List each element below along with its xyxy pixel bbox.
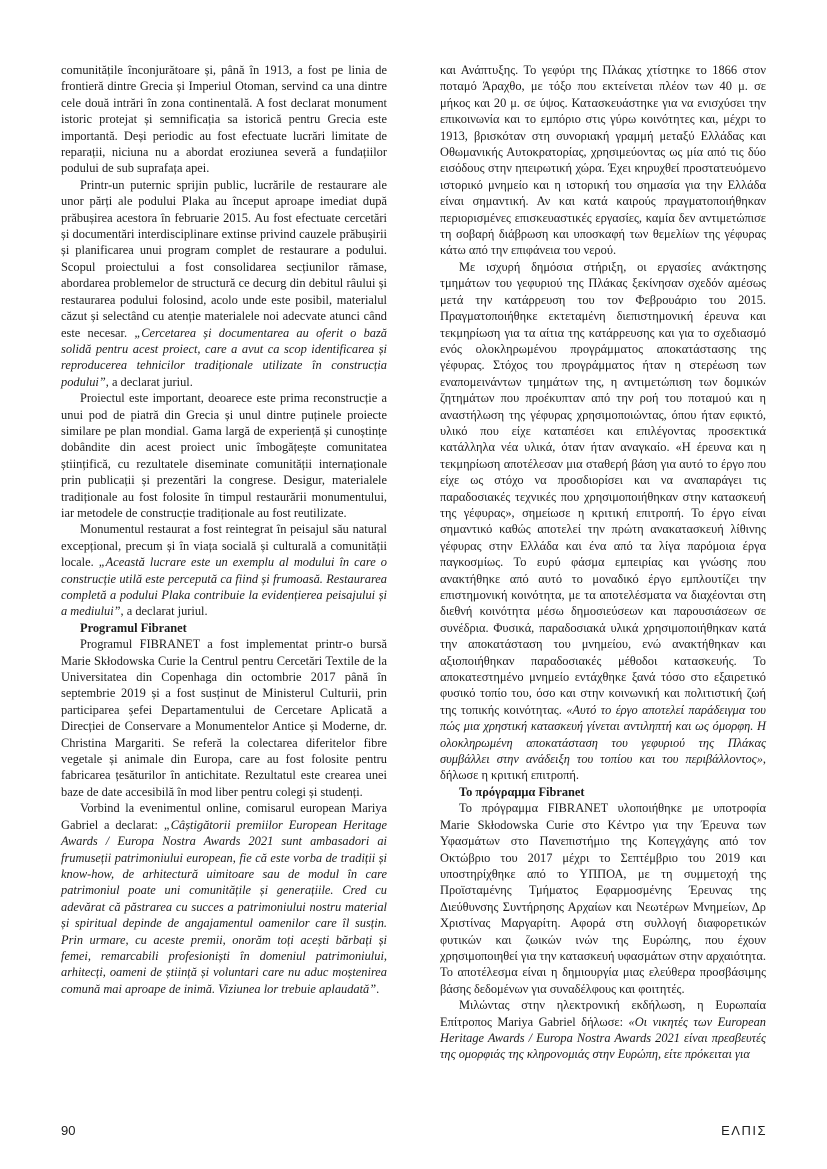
paragraph: Programul FIBRANET a fost implementat printr-o bursă Marie Skłodowska Curie la Centrul pentru Cercetări Textile de la Universitatea din Copenhaga din octombrie 2017 până în septembrie 2019 și a fost susținut de Ministerul Culturii, prin participarea șefei Departamentului de Cercetare Aplicată a Direcției de Conservare a Monumentelor Antice și Moderne, dr. Christina Margariti. Se referă la colectarea diferitelor fibre vegetale și animale din Europa, care au fost folosite pentru fabricarea țesăturilor în antichitate. Rezultatul este crearea unei baze de date accesibilă în mod liber pentru colegi și studenți.: [61, 637, 387, 799]
paragraph-text: Printr-un puternic sprijin public, lucrările de restaurare ale unor părți ale podului Plaka au început aproape imediat după prăbușirea acestora în februarie 2015. Au fost efectuate cercetări și documentări interdisciplinare extinse privind cauzele prăbușirii și planificarea unui program complet de restaurare a podului. Scopul proiectului a fost consolidarea secțiunilor rămase, abordarea problemelor de structură ce decurg din debitul râului și restaurarea podului folosind, acolo unde este posibil, materialul căzut și selectând cu atenție materialele noi adecvate atunci când este necesar.: [61, 177, 387, 340]
paragraph: [61, 800, 387, 997]
section-heading: Programul Fibranet: [80, 620, 187, 635]
right-column-greek: [440, 62, 766, 1063]
section-heading: Το πρόγραμμα Fibranet: [459, 784, 585, 799]
paragraph: [61, 521, 387, 619]
left-column-romanian: [61, 62, 387, 997]
jury-quote: «Αυτό το έργο αποτελεί παράδειγμα του πώς μια χρηστική κατασκευή γίνεται αντιληπτή και ως όμορφη. Η ολοκληρωμένη αποκατάσταση του γεφυριού της Πλάκας συμβάλλει στην ανάδειξη του τοπίου και του περιβάλλοντος»: [440, 702, 766, 767]
page-number: 90: [61, 1123, 76, 1138]
paragraph: [440, 259, 766, 784]
paragraph: [440, 997, 766, 1063]
paragraph-text: Με ισχυρή δημόσια στήριξη, οι εργασίες ανάκτησης τμημάτων του γεφυριού της Πλάκας ξεκίνησαν σχεδόν αμέσως μετά την κατάρρευση του τον Φεβρουάριο του 2015. Πραγματοποιήθηκε εκτεταμένη διεπιστημονική έρευνα και τεκμηρίωση για τα αίτια της κατάρρευσης και για το σχεδιασμό ενός ολοκληρωμένου προγράμματος αποκατάστασης της γέφυρας. Στόχος του προγράμματος ήταν η στερέωση των εναπομεινάντων τμημάτων της, η αντιμετώπιση των δομικών ζητημάτων που προέκυπταν από την ροή του ποταμού και η αναστήλωση της γέφυρας χρησιμοποιώντας, όπου ήταν εφικτό, υλικό που είχε καταπέσει και επιλέγοντας προσεκτικά κατάλληλα νέα υλικά, όταν ήταν αναγκαίο. «Η έρευνα και η τεκμηρίωση αποτέλεσαν μια σταθερή βάση για αυτό το έργο που είχε ως στόχο να προσδιορίσει και να αναπαράγει τις παραδοσιακές τεχνικές που χρησιμοποιήθηκαν στην κατασκευή της γέφυρας», σημείωσε η κριτική επιτροπή. Το έργο είναι σημαντικό καθώς αποτελεί την πρώτη ανακατασκευή λίθινης γέφυρας στην Ελλάδα και ένα από τα λίγα παρόμοια έργα παγκοσμίως. Το ευρύ φάσμα εμπειρίας και γνώσης που ανακτήθηκε από αυτό το μοναδικό έργο εμπλουτίζει την επιστημονική κοινότητα, με τα αποτελέσματα να διαχέονται στη διεθνή κοινότητα μέσω δημοσιεύσεων και παρουσιάσεων σε συνέδρια. Φυσικά, παραδοσιακά υλικά χρησιμοποιήθηκαν κατά την αποκατάσταση του μνημείου, ενώ ανακτήθηκαν και αξιοποιήθηκαν παραδοσιακές μέθοδοι κατασκευής. Το αποκατεστημένο μνημείο εντάχθηκε ξανά τόσο στο εξαιρετικό φυσικό τοπίο του, όσο και στην κοινωνική και πολιτιστική ζωή της τοπικής κοινότητας.: [440, 259, 766, 717]
jury-quote: „Cercetarea și documentarea au oferit o bază solidă pentru acest proiect, care a avut ca scop identificarea și reproducerea tehnicilor tradiționale utilizate în construcția podului”: [61, 325, 388, 389]
jury-quote: „Această lucrare este un exemplu al modului în care o construcție utilă este percepută ca fiind și frumoasă. Restaurarea completă a podului Plaka contribuie la evidențierea peisajului și a mediului”: [61, 555, 387, 619]
paragraph-text: , a declarat juriul.: [105, 374, 193, 389]
paragraph: [61, 177, 387, 390]
running-title: ΕΛΠΙΣ: [721, 1123, 767, 1138]
paragraph-text: , a declarat juriul.: [120, 604, 208, 619]
paragraph-text: Vorbind la evenimentul online, comisarul european Mariya Gabriel a declarat:: [61, 801, 387, 832]
commissioner-quote: „Câștigătorii premiilor European Heritage Awards / Europa Nostra Awards 2021 sunt ambasadori ai frumuseții patrimoniului european, fie că este vorba de tradiții și know-how, de arhitectură uimitoare sau de modul în care patrimoniul poate uni comunitățile și generațiile. Cred cu adevărat că păstrarea cu succes a patrimoniului nostru material și spiritual depinde de angajamentul oamenilor care îl susțin. Prin urmare, cu aceste premii, onorăm toți acești bărbați și femei, remarcabili profesioniști în domeniul patrimoniului, arhitecți, oameni de știință și voluntari care nu aduc moștenirea comună mai aproape de inimă. Viziunea lor trebuie aplaudată”: [61, 817, 388, 996]
paragraph-text: .: [376, 981, 380, 996]
paragraph-text: Monumentul restaurat a fost reintegrat în peisajul său natural excepțional, precum și în viața socială și culturală a comunității locale.: [61, 522, 387, 570]
paragraph: Το πρόγραμμα FIBRANET υλοποιήθηκε με υποτροφία Marie Skłodowska Curie στο Κέντρο για την Έρευνα των Υφασμάτων στο Πανεπιστήμιο της Κοπεγχάγης από τον Οκτώβριο του 2017 μέχρι το Σεπτέμβριο του 2019 και υποστηρίχθηκε από το ΥΠΠΟΑ, με τη συμμετοχή της Προϊσταμένης Τμήματος Εφαρμοσμένης Έρευνας της Διεύθυνσης Συντήρησης Αρχαίων και Νεωτέρων Μνημείων, Δρ Χριστίνας Μαργαρίτη. Αφορά στη συλλογή διαφορετικών φυτικών και ζωικών ινών της Ευρώπης, που έχουν χρησιμοποιηθεί για την κατασκευή υφασμάτων στην αρχαιότητα. Το αποτέλεσμα είναι η δημιουργία μιας ελεύθερα προσβάσιμης βάσης δεδομένων για συναδέλφους και φοιτητές.: [440, 801, 766, 996]
paragraph: και Ανάπτυξης. Το γεφύρι της Πλάκας χτίστηκε το 1866 στον ποταμό Άραχθο, με τόξο που εκτείνεται πλέον των 40 μ. σε μήκος και 20 μ. σε ύψος. Κατασκευάστηκε για να ενισχύσει την επικοινωνία και το εμπόριο στις γύρω κοινότητες και, μέχρι το 1913, βρισκόταν στη συνοριακή γραμμή μεταξύ Ελλάδας και Οθωμανικής Αυτοκρατορίας, χρησιμεύοντας ως μία από τις δύο εισόδους στην ηπειρωτική χώρα. Έχει κηρυχθεί προστατευόμενο ιστορικό μνημείο και η ιστορική του σημασία για την Ελλάδα είναι σημαντική. Αν και κατά καιρούς πραγματοποιήθηκαν περιορισμένες επισκευαστικές εργασίες, καμία δεν αντιμετώπισε τη σοβαρή διάβρωση και υποσκαφή των θεμελίων της γέφυρας κάτω από την επιφάνεια του νερού.: [440, 63, 766, 258]
paragraph: Proiectul este important, deoarece este prima reconstrucție a unui pod de piatră din Grecia și unul dintre puținele proiecte similare pe plan mondial. Gama largă de experiență și cunoștințe dobândite din acest proiect unic îmbogățește comunitatea științifică, cu rezultatele diseminate comunității internaționale prin publicații și prezentări la congrese. Desigur, materialele tradiționale au fost folosite în timpul restaurării monumentului, iar metodele de construcție tradiționale au fost reutilizate.: [61, 391, 387, 520]
paragraph-text: Μιλώντας στην ηλεκτρονική εκδήλωση, η Ευρωπαία Επίτροπος Mariya Gabriel δήλωσε:: [440, 998, 766, 1029]
paragraph-text: , δήλωσε η κριτική επιτροπή.: [440, 752, 766, 783]
paragraph: comunitățile înconjurătoare și, până în 1913, a fost pe linia de frontieră dintre Grecia și Imperiul Otoman, servind ca una dintre cele două intrări în zona continentală. A fost declarat monument istoric protejat și semnificația sa istorică pentru Grecia este importantă. Deși periodic au fost efectuate lucrări limitate de reparații, niciuna nu a abordat eroziunea severă a fundațiilor podului de sub suprafața apei.: [61, 63, 387, 176]
commissioner-quote: «Οι νικητές των European Heritage Awards / Europa Nostra Awards 2021 είναι πρεσβευτές της ομορφιάς της κληρονομιάς στην Ευρώπη, είτε πρόκειται για: [440, 1014, 766, 1062]
